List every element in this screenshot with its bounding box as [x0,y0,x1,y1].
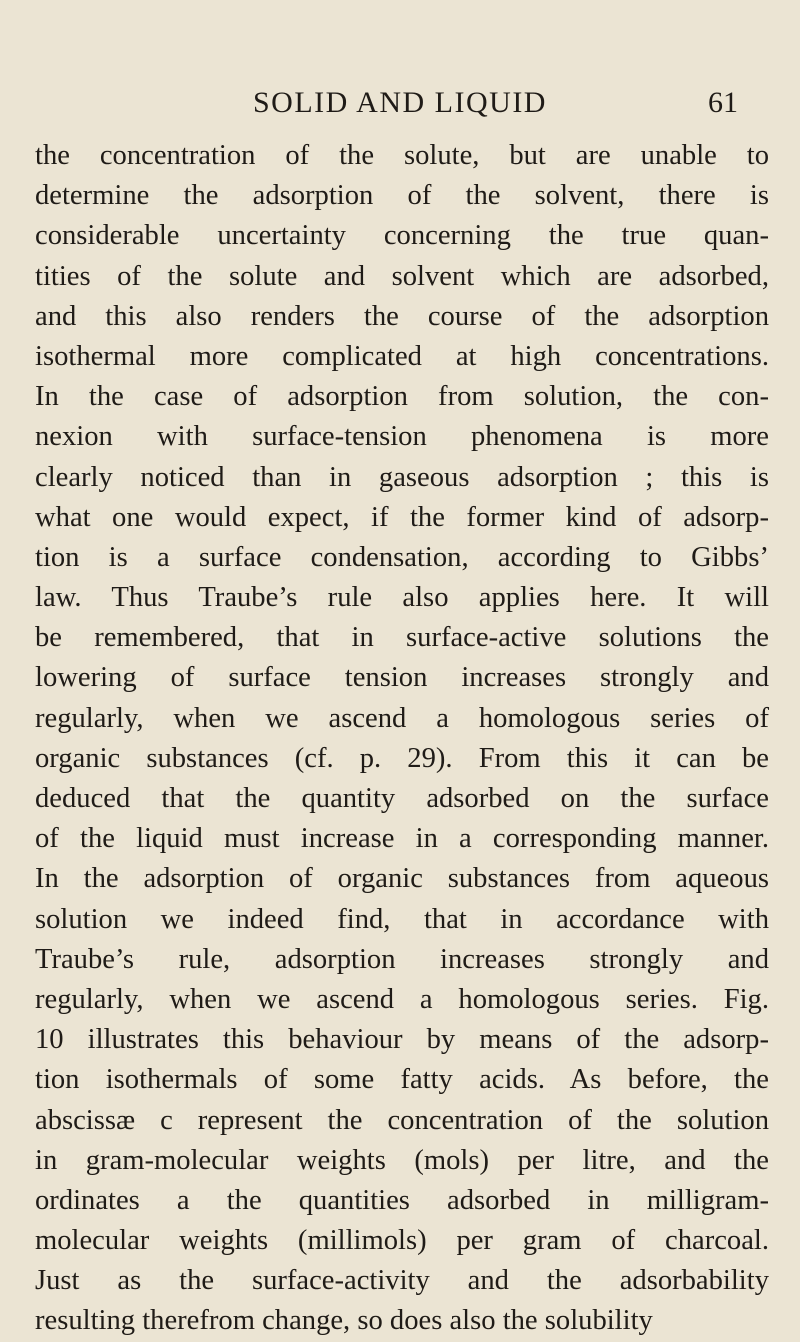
text-line: ordinates a the quantities adsorbed in milligram- [35,1184,769,1216]
text-line: and this also renders the course of the adsorption [35,300,769,332]
text-line: In the adsorption of organic substances from aqueous [35,863,769,895]
running-head [0,86,800,126]
text-line: in gram-molecular weights (mols) per litre, and the [35,1144,769,1176]
text-line: clearly noticed than in gaseous adsorption ; this is [35,461,769,493]
text-line: what one would expect, if the former kind of adsorp- [35,501,769,533]
text-line: tities of the solute and solvent which are adsorbed, [35,260,769,292]
text-line: tion isothermals of some fatty acids. As before, the [35,1064,769,1096]
text-line: Just as the surface-activity and the adsorbability [35,1265,769,1297]
text-line: Traube’s rule, adsorption increases strongly and [35,943,769,975]
text-line: determine the adsorption of the solvent, there is [35,180,769,212]
running-title: SOLID AND LIQUID [253,86,547,119]
text-line: In the case of adsorption from solution, the con- [35,381,769,413]
text-line: resulting therefrom change, so does also the solubility [35,1305,653,1337]
text-line: lowering of surface tension increases strongly and [35,662,769,694]
text-line: abscissæ c represent the concentration of the solution [35,1104,769,1136]
text-line: law. Thus Traube’s rule also applies here. It will [35,582,769,614]
text-line: organic substances (cf. p. 29). From this it can be [35,742,769,774]
text-line: solution we indeed find, that in accordance with [35,903,769,935]
page-number: 61 [708,86,738,119]
text-line: of the liquid must increase in a corresponding manner. [35,823,769,855]
text-line: isothermal more complicated at high concentrations. [35,340,769,372]
text-line: molecular weights (millimols) per gram of charcoal. [35,1225,769,1257]
body-text [35,136,769,1342]
text-line: nexion with surface-tension phenomena is more [35,421,769,453]
text-line: the concentration of the solute, but are unable to [35,140,769,171]
text-line: considerable uncertainty concerning the true quan- [35,220,769,252]
text-line: tion is a surface condensation, according to Gibbs’ [35,541,769,573]
text-line: regularly, when we ascend a homologous series. Fig. [35,983,769,1015]
text-line: deduced that the quantity adsorbed on the surface [35,783,769,814]
text-line: be remembered, that in surface-active solutions the [35,622,769,654]
text-line: regularly, when we ascend a homologous series of [35,702,769,734]
text-line: 10 illustrates this behaviour by means of the adsorp- [35,1024,769,1056]
